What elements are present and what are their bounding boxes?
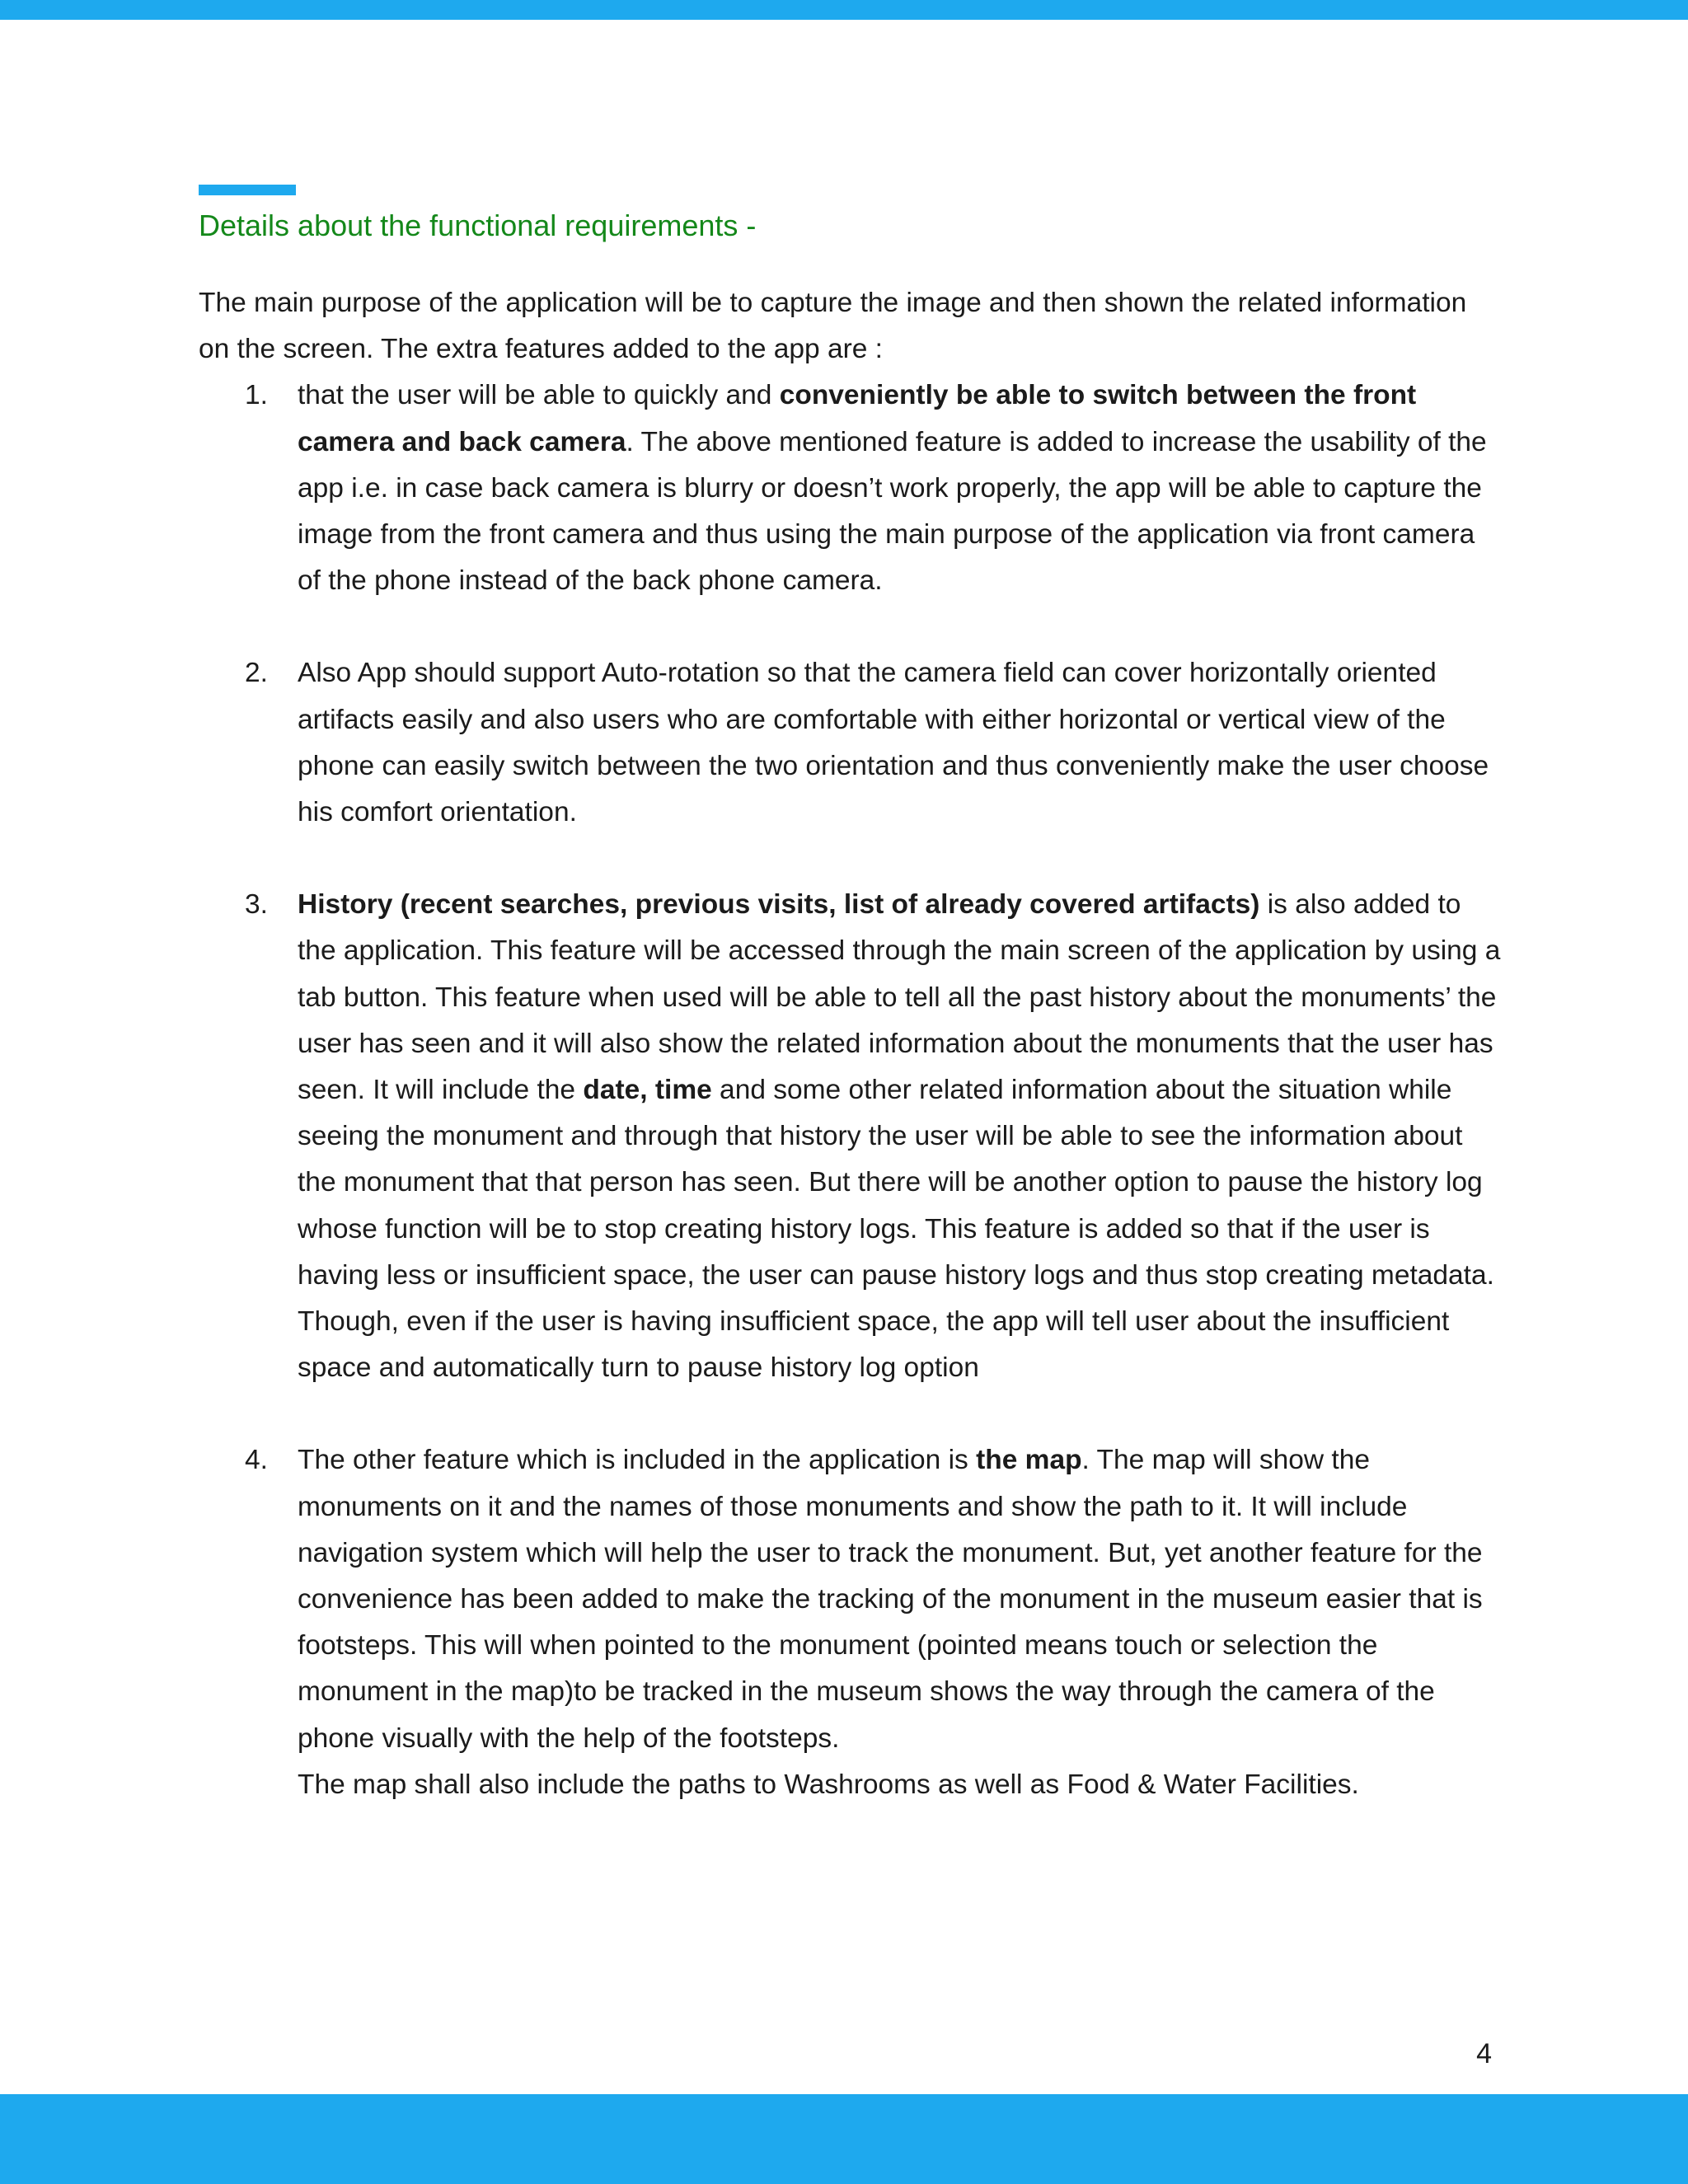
map-facilities-note: The map shall also include the paths to Washrooms as well as Food & Water Facilities. xyxy=(298,1769,1359,1800)
page-number: 4 xyxy=(1476,2038,1492,2069)
list-item-text xyxy=(298,373,1501,604)
section-heading: Details about the functional requirements - xyxy=(199,209,757,242)
bold-text-run: the map xyxy=(976,1445,1082,1476)
list-item-number: 1. xyxy=(245,380,268,411)
list-item-number: 4. xyxy=(245,1445,268,1476)
list-item xyxy=(199,650,1501,836)
bottom-accent-bar xyxy=(0,2094,1688,2184)
intro-paragraph: The main purpose of the application will be to capture the image and then shown the related information on the screen. The extra features added to the app are : xyxy=(199,288,1467,365)
requirements-list xyxy=(199,373,1501,1808)
text-run: is also added to the application. This feature will be accessed through the main screen of the application by using a tab button. This feature when used will be able to tell all the past history about the monuments’ the user has seen and it will also show the related information about the monuments that the user has seen. It will include the xyxy=(298,889,1501,1106)
text-run: and some other related information about the situation while seeing the monument and through that history the user will be able to see the information about the monument that that person has seen. But there will be another option to pause the history log whose function will be to stop creating history logs. This feature is added so that if the user is having less or insufficient space, the user can pause history logs and thus stop creating metadata. Though, even if the user is having insufficient space, the app will tell user about the insufficient space and automatically turn to pause history log option xyxy=(298,1075,1494,1384)
bold-text-run: date, time xyxy=(583,1075,712,1106)
text-run: . The above mentioned feature is added to increase the usability of the app i.e. in case back camera is blurry or doesn’t work properly, the app will be able to capture the image from the front camera and thus using the main purpose of the application via front camera of the phone instead of the back phone camera. xyxy=(298,426,1487,597)
text-run: that the user will be able to quickly and xyxy=(298,380,780,411)
bold-text-run: History (recent searches, previous visits, list of already covered artifacts) xyxy=(298,889,1260,921)
list-item xyxy=(199,1437,1501,1808)
text-run: The other feature which is included in the application is xyxy=(298,1445,977,1476)
heading-accent-dash xyxy=(199,185,296,195)
list-item-number: 3. xyxy=(245,889,268,921)
list-item-number: 2. xyxy=(245,658,268,689)
list-item xyxy=(199,373,1501,604)
list-item-text xyxy=(298,1437,1501,1761)
top-accent-bar xyxy=(0,0,1688,20)
list-item-text xyxy=(298,650,1501,836)
bold-text-run: conveniently be able to switch between the front camera and back camera xyxy=(298,380,1417,457)
text-run: Also App should support Auto-rotation so that the camera field can cover horizontally oriented artifacts easily and also users who are comfortable with either horizontal or vertical view of the phone can easily switch between the two orientation and thus conveniently make the user choose his comfort orientation. xyxy=(298,658,1489,828)
document-body xyxy=(199,280,1501,1808)
list-item xyxy=(199,882,1501,1391)
list-item-text xyxy=(298,882,1501,1391)
text-run: . The map will show the monuments on it and the names of those monuments and show the path to it. It will include navigation system which will help the user to track the monument. But, yet another feature for the convenience has been added to make the tracking of the monument in the museum easier that is footsteps. This will when pointed to the monument (pointed means touch or selection the monument in the map)to be tracked in the museum shows the way through the camera of the phone visually with the help of the footsteps. xyxy=(298,1445,1483,1754)
